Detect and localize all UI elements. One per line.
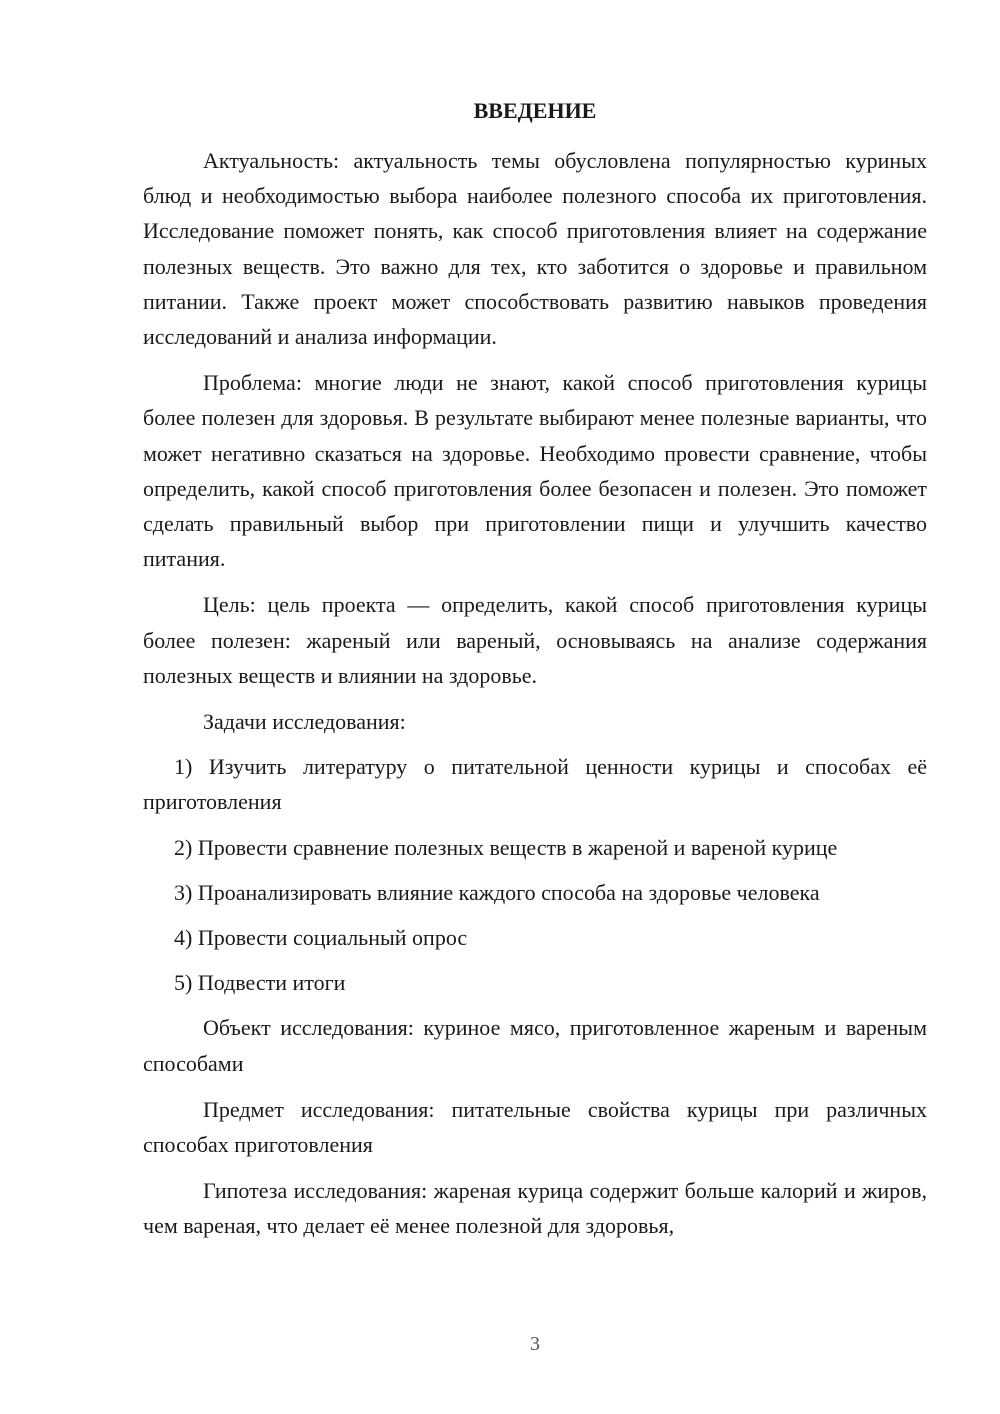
paragraph-goal: Цель: цель проекта — определить, какой способ приготовления курицы более полезен: жареный или вареный, основываясь на анализе содержания полезных веществ и влиянии на здоровье.: [143, 592, 927, 688]
paragraph-object: Объект исследования: куриное мясо, приготовленное жареным и вареным способами: [143, 1015, 927, 1076]
page-content: [143, 143, 927, 1255]
paragraph-hypothesis: Гипотеза исследования: жареная курица содержит больше калорий и жиров, чем вареная, что делает её менее полезной для здоровья,: [143, 1178, 927, 1239]
paragraph-relevance: Актуальность: актуальность темы обусловлена популярностью куриных блюд и необходимостью выбора наиболее полезного способа их приготовления. Исследование поможет понять, как способ приготовления влияет на содержание полезных веществ. Это важно для тех, кто заботится о здоровье и правильном питании. Также проект может способствовать развитию навыков проведения исследований и анализа информации.: [143, 148, 927, 350]
task-item-4: 4) Провести социальный опрос: [174, 925, 468, 951]
task-item-2: 2) Провести сравнение полезных веществ в жареной и вареной курице: [174, 834, 838, 860]
page-number: 3: [530, 1333, 540, 1355]
paragraph-subject: Предмет исследования: питательные свойства курицы при различных способах приготовления: [143, 1096, 927, 1158]
task-item-5: 5) Подвести итоги: [174, 970, 346, 996]
paragraph-problem: Проблема: многие люди не знают, какой способ приготовления курицы более полезен для здоровья. В результате выбирают менее полезные варианты, что может негативно сказаться на здоровье. Необходимо провести сравнение, чтобы определить, какой способ приготовления более безопасен и полезен. Это поможет сделать правильный выбор при приготовлении пищи и улучшить качество питания.: [143, 370, 927, 572]
section-heading: ВВЕДЕНИЕ: [473, 98, 597, 123]
document-page: [143, 0, 927, 1414]
task-item-1: 1) Изучить литературу о питательной ценности курицы и способах её приготовления: [143, 754, 927, 815]
task-item-3: 3) Проанализировать влияние каждого способа на здоровье человека: [174, 879, 820, 905]
tasks-heading: Задачи исследования:: [203, 709, 406, 735]
